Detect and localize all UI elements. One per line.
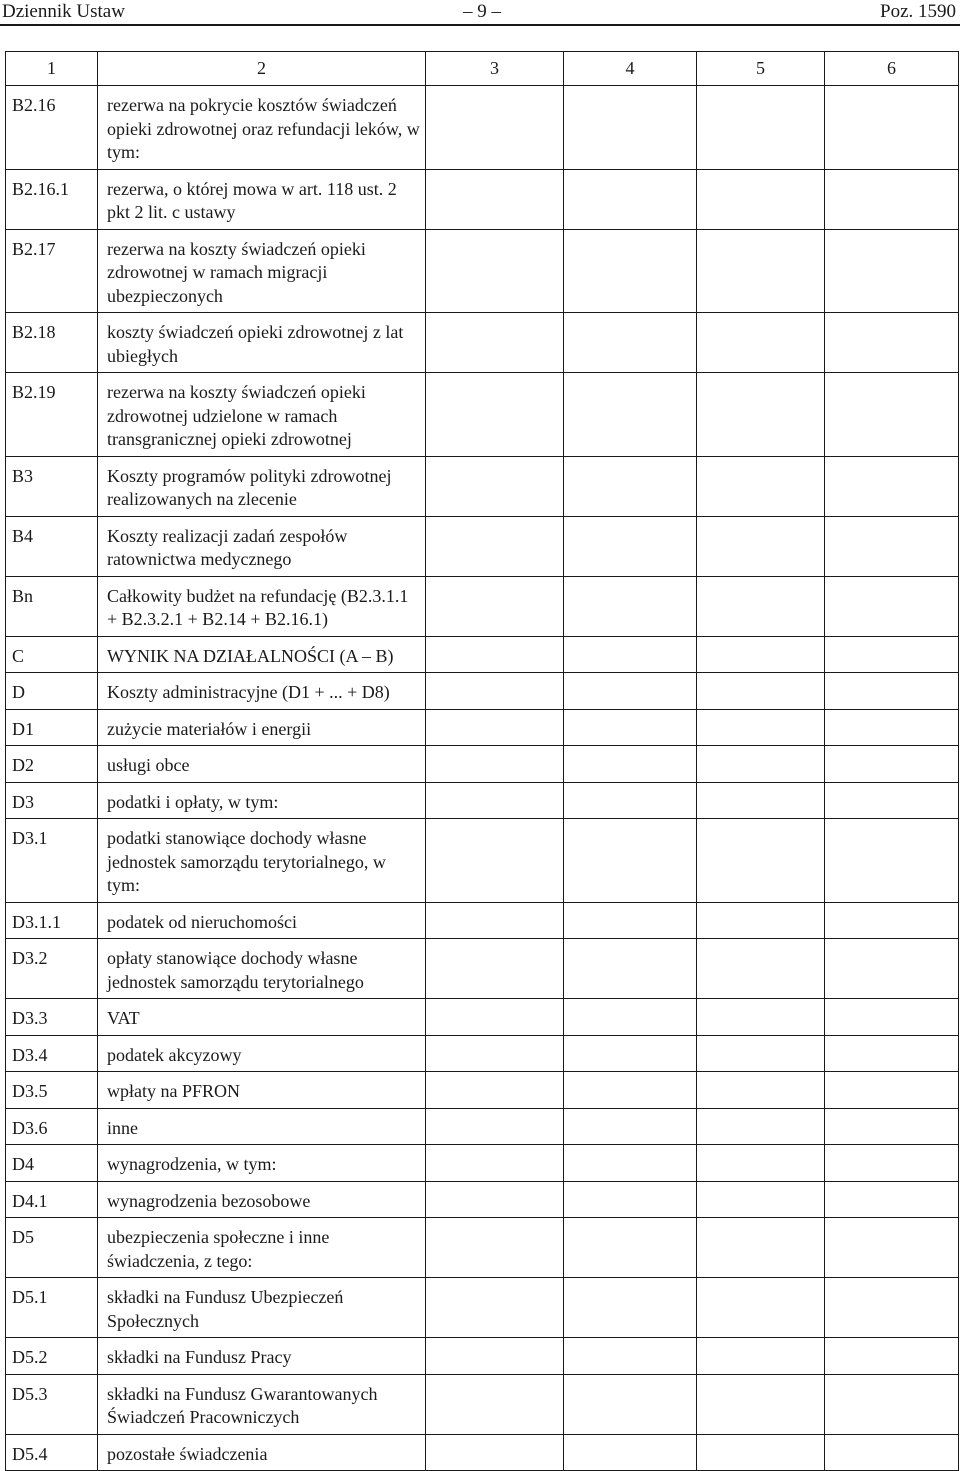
row-description: opłaty stanowiące dochody własne jednostek samorządu terytorialnego xyxy=(98,939,426,999)
row-description: Całkowity budżet na refundację (B2.3.1.1 + B2.3.2.1 + B2.14 + B2.16.1) xyxy=(98,576,426,636)
value-cell-col-3 xyxy=(426,636,564,673)
table-row xyxy=(6,456,959,516)
value-cell-col-6 xyxy=(825,1181,959,1218)
value-cell-col-6 xyxy=(825,1218,959,1278)
value-cell-col-4 xyxy=(564,456,697,516)
value-cell-col-3 xyxy=(426,999,564,1036)
column-header: 6 xyxy=(825,52,959,86)
row-code: B2.16.1 xyxy=(6,169,98,229)
header-rule xyxy=(0,24,960,26)
row-code: B2.17 xyxy=(6,229,98,313)
value-cell-col-6 xyxy=(825,456,959,516)
value-cell-col-4 xyxy=(564,902,697,939)
table-row xyxy=(6,1218,959,1278)
table-row xyxy=(6,1434,959,1471)
row-code: D5.3 xyxy=(6,1374,98,1434)
value-cell-col-6 xyxy=(825,169,959,229)
column-header: 1 xyxy=(6,52,98,86)
row-code: D3 xyxy=(6,782,98,819)
value-cell-col-5 xyxy=(697,373,825,457)
row-code: D1 xyxy=(6,709,98,746)
journal-title: Dziennik Ustaw xyxy=(2,1,125,22)
value-cell-col-3 xyxy=(426,1072,564,1109)
value-cell-col-4 xyxy=(564,636,697,673)
value-cell-col-3 xyxy=(426,782,564,819)
value-cell-col-6 xyxy=(825,576,959,636)
row-description: Koszty realizacji zadań zespołów ratownictwa medycznego xyxy=(98,516,426,576)
row-description: Koszty administracyjne (D1 + ... + D8) xyxy=(98,673,426,710)
table-row xyxy=(6,636,959,673)
value-cell-col-3 xyxy=(426,819,564,903)
value-cell-col-4 xyxy=(564,373,697,457)
value-cell-col-4 xyxy=(564,1145,697,1182)
value-cell-col-6 xyxy=(825,1338,959,1375)
table-row xyxy=(6,1072,959,1109)
value-cell-col-6 xyxy=(825,1035,959,1072)
row-description: Koszty programów polityki zdrowotnej realizowanych na zlecenie xyxy=(98,456,426,516)
value-cell-col-4 xyxy=(564,1374,697,1434)
table-row xyxy=(6,576,959,636)
value-cell-col-4 xyxy=(564,1035,697,1072)
value-cell-col-3 xyxy=(426,576,564,636)
value-cell-col-6 xyxy=(825,1374,959,1434)
value-cell-col-6 xyxy=(825,516,959,576)
table-row xyxy=(6,902,959,939)
table-row xyxy=(6,1338,959,1375)
row-code: D3.3 xyxy=(6,999,98,1036)
value-cell-col-3 xyxy=(426,516,564,576)
row-description: ubezpieczenia społeczne i inne świadczenia, z tego: xyxy=(98,1218,426,1278)
value-cell-col-4 xyxy=(564,576,697,636)
value-cell-col-5 xyxy=(697,1434,825,1471)
value-cell-col-3 xyxy=(426,229,564,313)
table-row xyxy=(6,373,959,457)
value-cell-col-3 xyxy=(426,1181,564,1218)
value-cell-col-3 xyxy=(426,902,564,939)
value-cell-col-3 xyxy=(426,1434,564,1471)
table-row xyxy=(6,1181,959,1218)
table-row xyxy=(6,939,959,999)
row-code: B2.19 xyxy=(6,373,98,457)
column-header: 5 xyxy=(697,52,825,86)
row-code: D xyxy=(6,673,98,710)
page-number: – 9 – xyxy=(463,1,501,22)
value-cell-col-5 xyxy=(697,86,825,170)
table-row xyxy=(6,1145,959,1182)
value-cell-col-5 xyxy=(697,1145,825,1182)
value-cell-col-5 xyxy=(697,1181,825,1218)
row-description: składki na Fundusz Ubezpieczeń Społecznych xyxy=(98,1278,426,1338)
row-code: D4.1 xyxy=(6,1181,98,1218)
position-number: Poz. 1590 xyxy=(880,1,956,22)
row-description: pozostałe świadczenia xyxy=(98,1434,426,1471)
row-code: D5.4 xyxy=(6,1434,98,1471)
value-cell-col-5 xyxy=(697,456,825,516)
value-cell-col-5 xyxy=(697,1035,825,1072)
value-cell-col-5 xyxy=(697,819,825,903)
value-cell-col-5 xyxy=(697,1374,825,1434)
value-cell-col-4 xyxy=(564,709,697,746)
value-cell-col-3 xyxy=(426,1035,564,1072)
value-cell-col-3 xyxy=(426,86,564,170)
value-cell-col-4 xyxy=(564,1338,697,1375)
row-code: B4 xyxy=(6,516,98,576)
value-cell-col-3 xyxy=(426,456,564,516)
row-description: wpłaty na PFRON xyxy=(98,1072,426,1109)
value-cell-col-3 xyxy=(426,169,564,229)
row-code: D5.2 xyxy=(6,1338,98,1375)
table-row xyxy=(6,999,959,1036)
row-description: składki na Fundusz Pracy xyxy=(98,1338,426,1375)
value-cell-col-5 xyxy=(697,902,825,939)
value-cell-col-3 xyxy=(426,746,564,783)
value-cell-col-4 xyxy=(564,1181,697,1218)
value-cell-col-4 xyxy=(564,746,697,783)
value-cell-col-6 xyxy=(825,902,959,939)
value-cell-col-6 xyxy=(825,1434,959,1471)
value-cell-col-6 xyxy=(825,1108,959,1145)
value-cell-col-6 xyxy=(825,313,959,373)
row-code: D3.1.1 xyxy=(6,902,98,939)
value-cell-col-5 xyxy=(697,1072,825,1109)
value-cell-col-4 xyxy=(564,1218,697,1278)
row-description: zużycie materiałów i energii xyxy=(98,709,426,746)
row-description: rezerwa, o której mowa w art. 118 ust. 2 pkt 2 lit. c ustawy xyxy=(98,169,426,229)
value-cell-col-6 xyxy=(825,746,959,783)
value-cell-col-4 xyxy=(564,782,697,819)
row-code: D3.1 xyxy=(6,819,98,903)
table-row xyxy=(6,169,959,229)
row-description: podatki stanowiące dochody własne jednostek samorządu terytorialnego, w tym: xyxy=(98,819,426,903)
value-cell-col-5 xyxy=(697,709,825,746)
column-header: 3 xyxy=(426,52,564,86)
value-cell-col-4 xyxy=(564,516,697,576)
row-code: D5 xyxy=(6,1218,98,1278)
value-cell-col-5 xyxy=(697,636,825,673)
value-cell-col-5 xyxy=(697,782,825,819)
value-cell-col-6 xyxy=(825,782,959,819)
value-cell-col-4 xyxy=(564,1278,697,1338)
row-description: składki na Fundusz Gwarantowanych Świadczeń Pracowniczych xyxy=(98,1374,426,1434)
row-code: D2 xyxy=(6,746,98,783)
page-header xyxy=(0,0,960,26)
value-cell-col-3 xyxy=(426,313,564,373)
value-cell-col-5 xyxy=(697,1218,825,1278)
value-cell-col-6 xyxy=(825,1278,959,1338)
row-code: D5.1 xyxy=(6,1278,98,1338)
row-code: D3.2 xyxy=(6,939,98,999)
value-cell-col-6 xyxy=(825,673,959,710)
row-description: rezerwa na pokrycie kosztów świadczeń opieki zdrowotnej oraz refundacji leków, w tym: xyxy=(98,86,426,170)
value-cell-col-3 xyxy=(426,939,564,999)
row-code: D3.4 xyxy=(6,1035,98,1072)
table-row xyxy=(6,709,959,746)
row-code: B2.16 xyxy=(6,86,98,170)
row-description: VAT xyxy=(98,999,426,1036)
table-row xyxy=(6,1374,959,1434)
row-description: koszty świadczeń opieki zdrowotnej z lat ubiegłych xyxy=(98,313,426,373)
value-cell-col-5 xyxy=(697,229,825,313)
value-cell-col-6 xyxy=(825,636,959,673)
table-row xyxy=(6,229,959,313)
row-description: usługi obce xyxy=(98,746,426,783)
value-cell-col-6 xyxy=(825,999,959,1036)
row-description: rezerwa na koszty świadczeń opieki zdrowotnej udzielone w ramach transgranicznej opieki zdrowotnej xyxy=(98,373,426,457)
value-cell-col-6 xyxy=(825,939,959,999)
value-cell-col-3 xyxy=(426,1108,564,1145)
value-cell-col-6 xyxy=(825,86,959,170)
table-row xyxy=(6,516,959,576)
table-row xyxy=(6,1278,959,1338)
row-code: D4 xyxy=(6,1145,98,1182)
value-cell-col-3 xyxy=(426,373,564,457)
value-cell-col-6 xyxy=(825,709,959,746)
value-cell-col-3 xyxy=(426,1338,564,1375)
value-cell-col-3 xyxy=(426,1374,564,1434)
value-cell-col-5 xyxy=(697,169,825,229)
row-description: WYNIK NA DZIAŁALNOŚCI (A – B) xyxy=(98,636,426,673)
row-description: podatek od nieruchomości xyxy=(98,902,426,939)
value-cell-col-4 xyxy=(564,86,697,170)
value-cell-col-4 xyxy=(564,169,697,229)
table-row xyxy=(6,1108,959,1145)
row-code: D3.5 xyxy=(6,1072,98,1109)
value-cell-col-5 xyxy=(697,516,825,576)
row-description: inne xyxy=(98,1108,426,1145)
table-row xyxy=(6,1035,959,1072)
row-description: podatki i opłaty, w tym: xyxy=(98,782,426,819)
value-cell-col-4 xyxy=(564,1434,697,1471)
column-header: 2 xyxy=(98,52,426,86)
value-cell-col-6 xyxy=(825,229,959,313)
value-cell-col-5 xyxy=(697,746,825,783)
value-cell-col-5 xyxy=(697,673,825,710)
value-cell-col-5 xyxy=(697,1278,825,1338)
value-cell-col-5 xyxy=(697,939,825,999)
value-cell-col-3 xyxy=(426,673,564,710)
value-cell-col-5 xyxy=(697,999,825,1036)
row-code: D3.6 xyxy=(6,1108,98,1145)
value-cell-col-6 xyxy=(825,1145,959,1182)
value-cell-col-4 xyxy=(564,229,697,313)
table-row xyxy=(6,86,959,170)
value-cell-col-4 xyxy=(564,999,697,1036)
table-row xyxy=(6,782,959,819)
value-cell-col-4 xyxy=(564,313,697,373)
row-description: podatek akcyzowy xyxy=(98,1035,426,1072)
value-cell-col-3 xyxy=(426,1218,564,1278)
value-cell-col-4 xyxy=(564,939,697,999)
row-code: B2.18 xyxy=(6,313,98,373)
table-row xyxy=(6,673,959,710)
value-cell-col-5 xyxy=(697,1338,825,1375)
value-cell-col-6 xyxy=(825,819,959,903)
row-code: Bn xyxy=(6,576,98,636)
row-description: wynagrodzenia, w tym: xyxy=(98,1145,426,1182)
value-cell-col-3 xyxy=(426,1145,564,1182)
value-cell-col-6 xyxy=(825,1072,959,1109)
column-number-row xyxy=(6,52,959,86)
value-cell-col-6 xyxy=(825,373,959,457)
row-code: C xyxy=(6,636,98,673)
value-cell-col-5 xyxy=(697,576,825,636)
row-description: rezerwa na koszty świadczeń opieki zdrowotnej w ramach migracji ubezpieczonych xyxy=(98,229,426,313)
value-cell-col-3 xyxy=(426,709,564,746)
table-row xyxy=(6,819,959,903)
value-cell-col-3 xyxy=(426,1278,564,1338)
row-code: B3 xyxy=(6,456,98,516)
value-cell-col-4 xyxy=(564,819,697,903)
value-cell-col-4 xyxy=(564,673,697,710)
column-header: 4 xyxy=(564,52,697,86)
cost-table xyxy=(5,51,959,1471)
value-cell-col-4 xyxy=(564,1072,697,1109)
value-cell-col-4 xyxy=(564,1108,697,1145)
row-description: wynagrodzenia bezosobowe xyxy=(98,1181,426,1218)
table-row xyxy=(6,313,959,373)
value-cell-col-5 xyxy=(697,313,825,373)
value-cell-col-5 xyxy=(697,1108,825,1145)
table-row xyxy=(6,746,959,783)
